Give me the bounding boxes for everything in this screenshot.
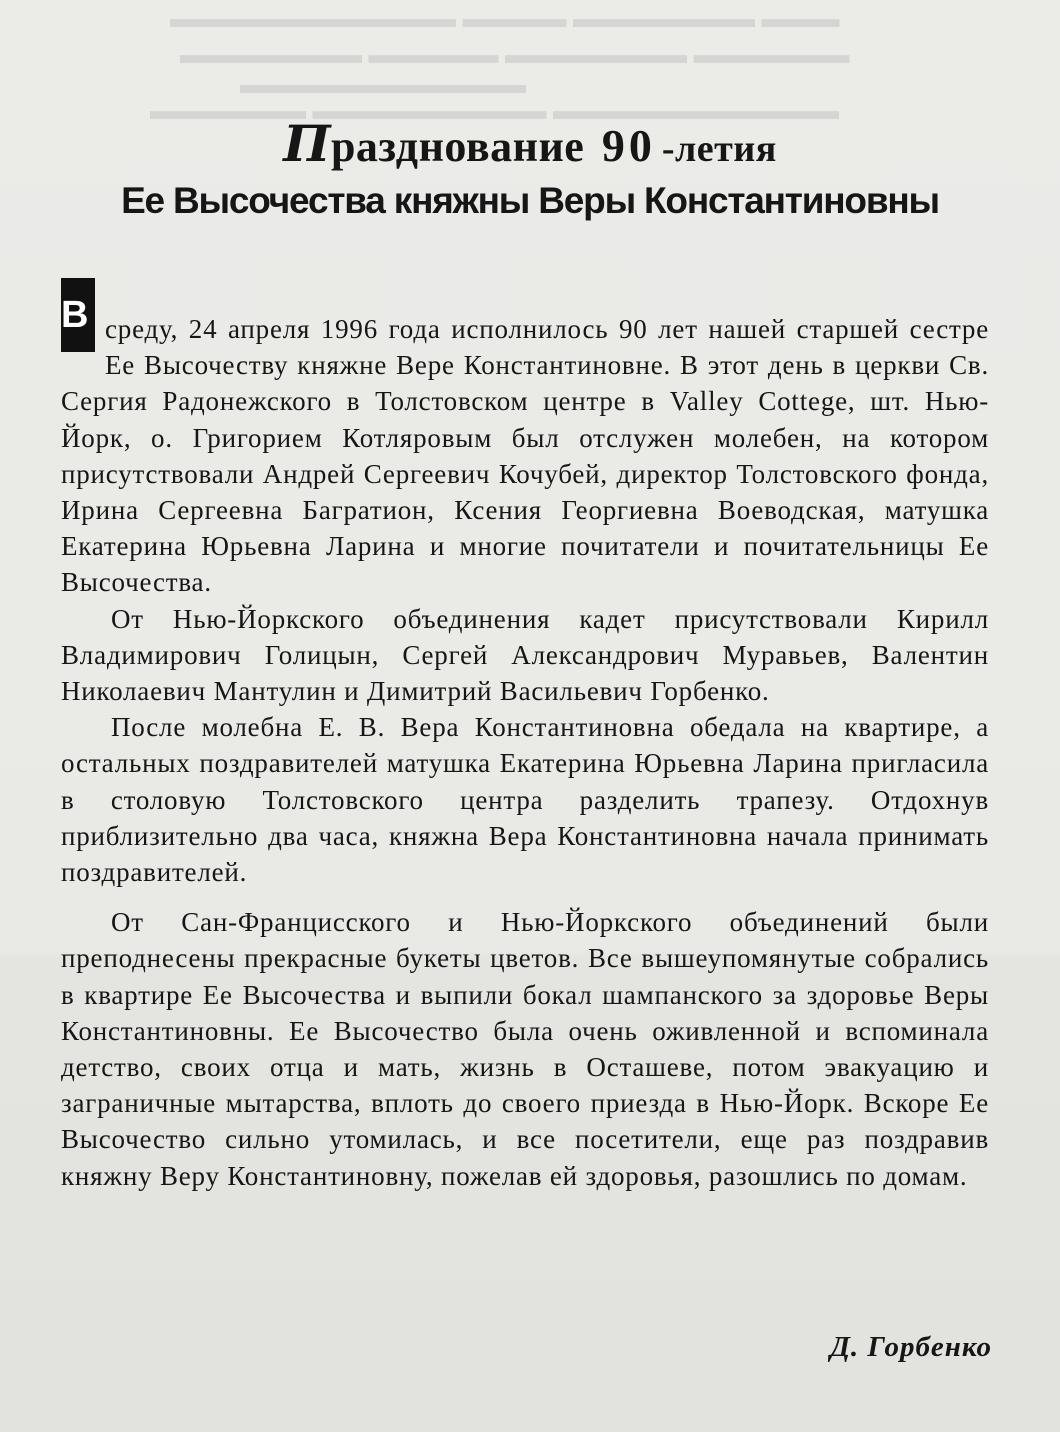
title-number: 90 <box>601 120 656 171</box>
paragraph-4: От Сан-Францисского и Нью-Йоркского объединений были преподнесены прекрасные букеты цветов. Все вышеупомянутые собрались в квартире Ее Высочества и выпили бокал шампанского за здоровье Веры Константиновны. Ее Высочество была очень оживленной и вспоминала детство, своих отца и мать, жизнь в Осташеве, потом эвакуацию и заграничные мытарства, вплоть до своего приезда в Нью-Йорк. Вскоре Ее Высочество сильно утомилась, и все посетители, еще раз поздравив княжну Веру Константиновну, пожелав ей здоровья, разошлись по домам. <box>61 907 989 1191</box>
title-suffix: -летия <box>661 128 777 170</box>
paragraph-1 <box>61 294 989 601</box>
paragraph-3: После молебна Е. В. Вера Константиновна обедала на квартире, а остальных поздравителей матушка Екатерина Юрьевна Ларина пригласила в столовую Толстовского центра разделить трапезу. Отдохнув приблизительно два часа, княжна Вера Константиновна начала принимать поздравителей. <box>61 712 989 888</box>
article-title <box>60 114 1000 223</box>
paragraph-1-text: среду, 24 апреля 1996 года исполнилось 90 лет нашей старшей сестре Ее Высочеству княжне Вере Константиновне. В этот день в церкви Св. Сергия Радонежского в Толстовском центре в Valley Cottege, шт. Нью-Йорк, о. Григорием Котляровым был отслужен молебен, на котором присутствовали Андрей Сергеевич Кочубей, директор Толстовского фонда, Ирина Сергеевна Багратион, Ксения Георгиевна Воеводская, матушка Екатерина Юрьевна Ларина и многие почитатели и почитательницы Ее Высочества. <box>61 314 989 598</box>
bleed-through-decoration: ▬▬▬▬▬▬▬▬▬▬▬ ▬▬▬▬▬▬▬▬▬ ▬▬▬▬▬▬ <box>150 96 839 125</box>
bleed-through-decoration: ▬▬▬▬▬▬▬▬▬▬▬ <box>240 70 526 99</box>
drop-cap: В <box>61 278 95 352</box>
title-line-2: Ее Высочества княжны Веры Константиновны <box>121 180 939 221</box>
title-script-capital: П <box>283 114 331 173</box>
author-signature: Д. Горбенко <box>830 1331 992 1363</box>
title-word: разднование <box>330 122 585 171</box>
article-body <box>61 294 989 1194</box>
title-line-1 <box>60 114 1000 175</box>
bleed-through-decoration: ▬▬▬▬▬▬ ▬▬▬▬▬▬▬ ▬▬▬▬▬ ▬▬▬▬▬▬▬ <box>180 40 850 69</box>
bleed-through-decoration: ▬▬▬ ▬▬▬▬▬▬▬ ▬▬▬▬ ▬▬▬▬▬▬▬▬▬▬▬ <box>170 4 840 33</box>
paragraph-2: От Нью-Йоркского объединения кадет присутствовали Кирилл Владимирович Голицын, Сергей Александрович Муравьев, Валентин Николаевич Мантулин и Димитрий Васильевич Горбенко. <box>61 603 989 707</box>
